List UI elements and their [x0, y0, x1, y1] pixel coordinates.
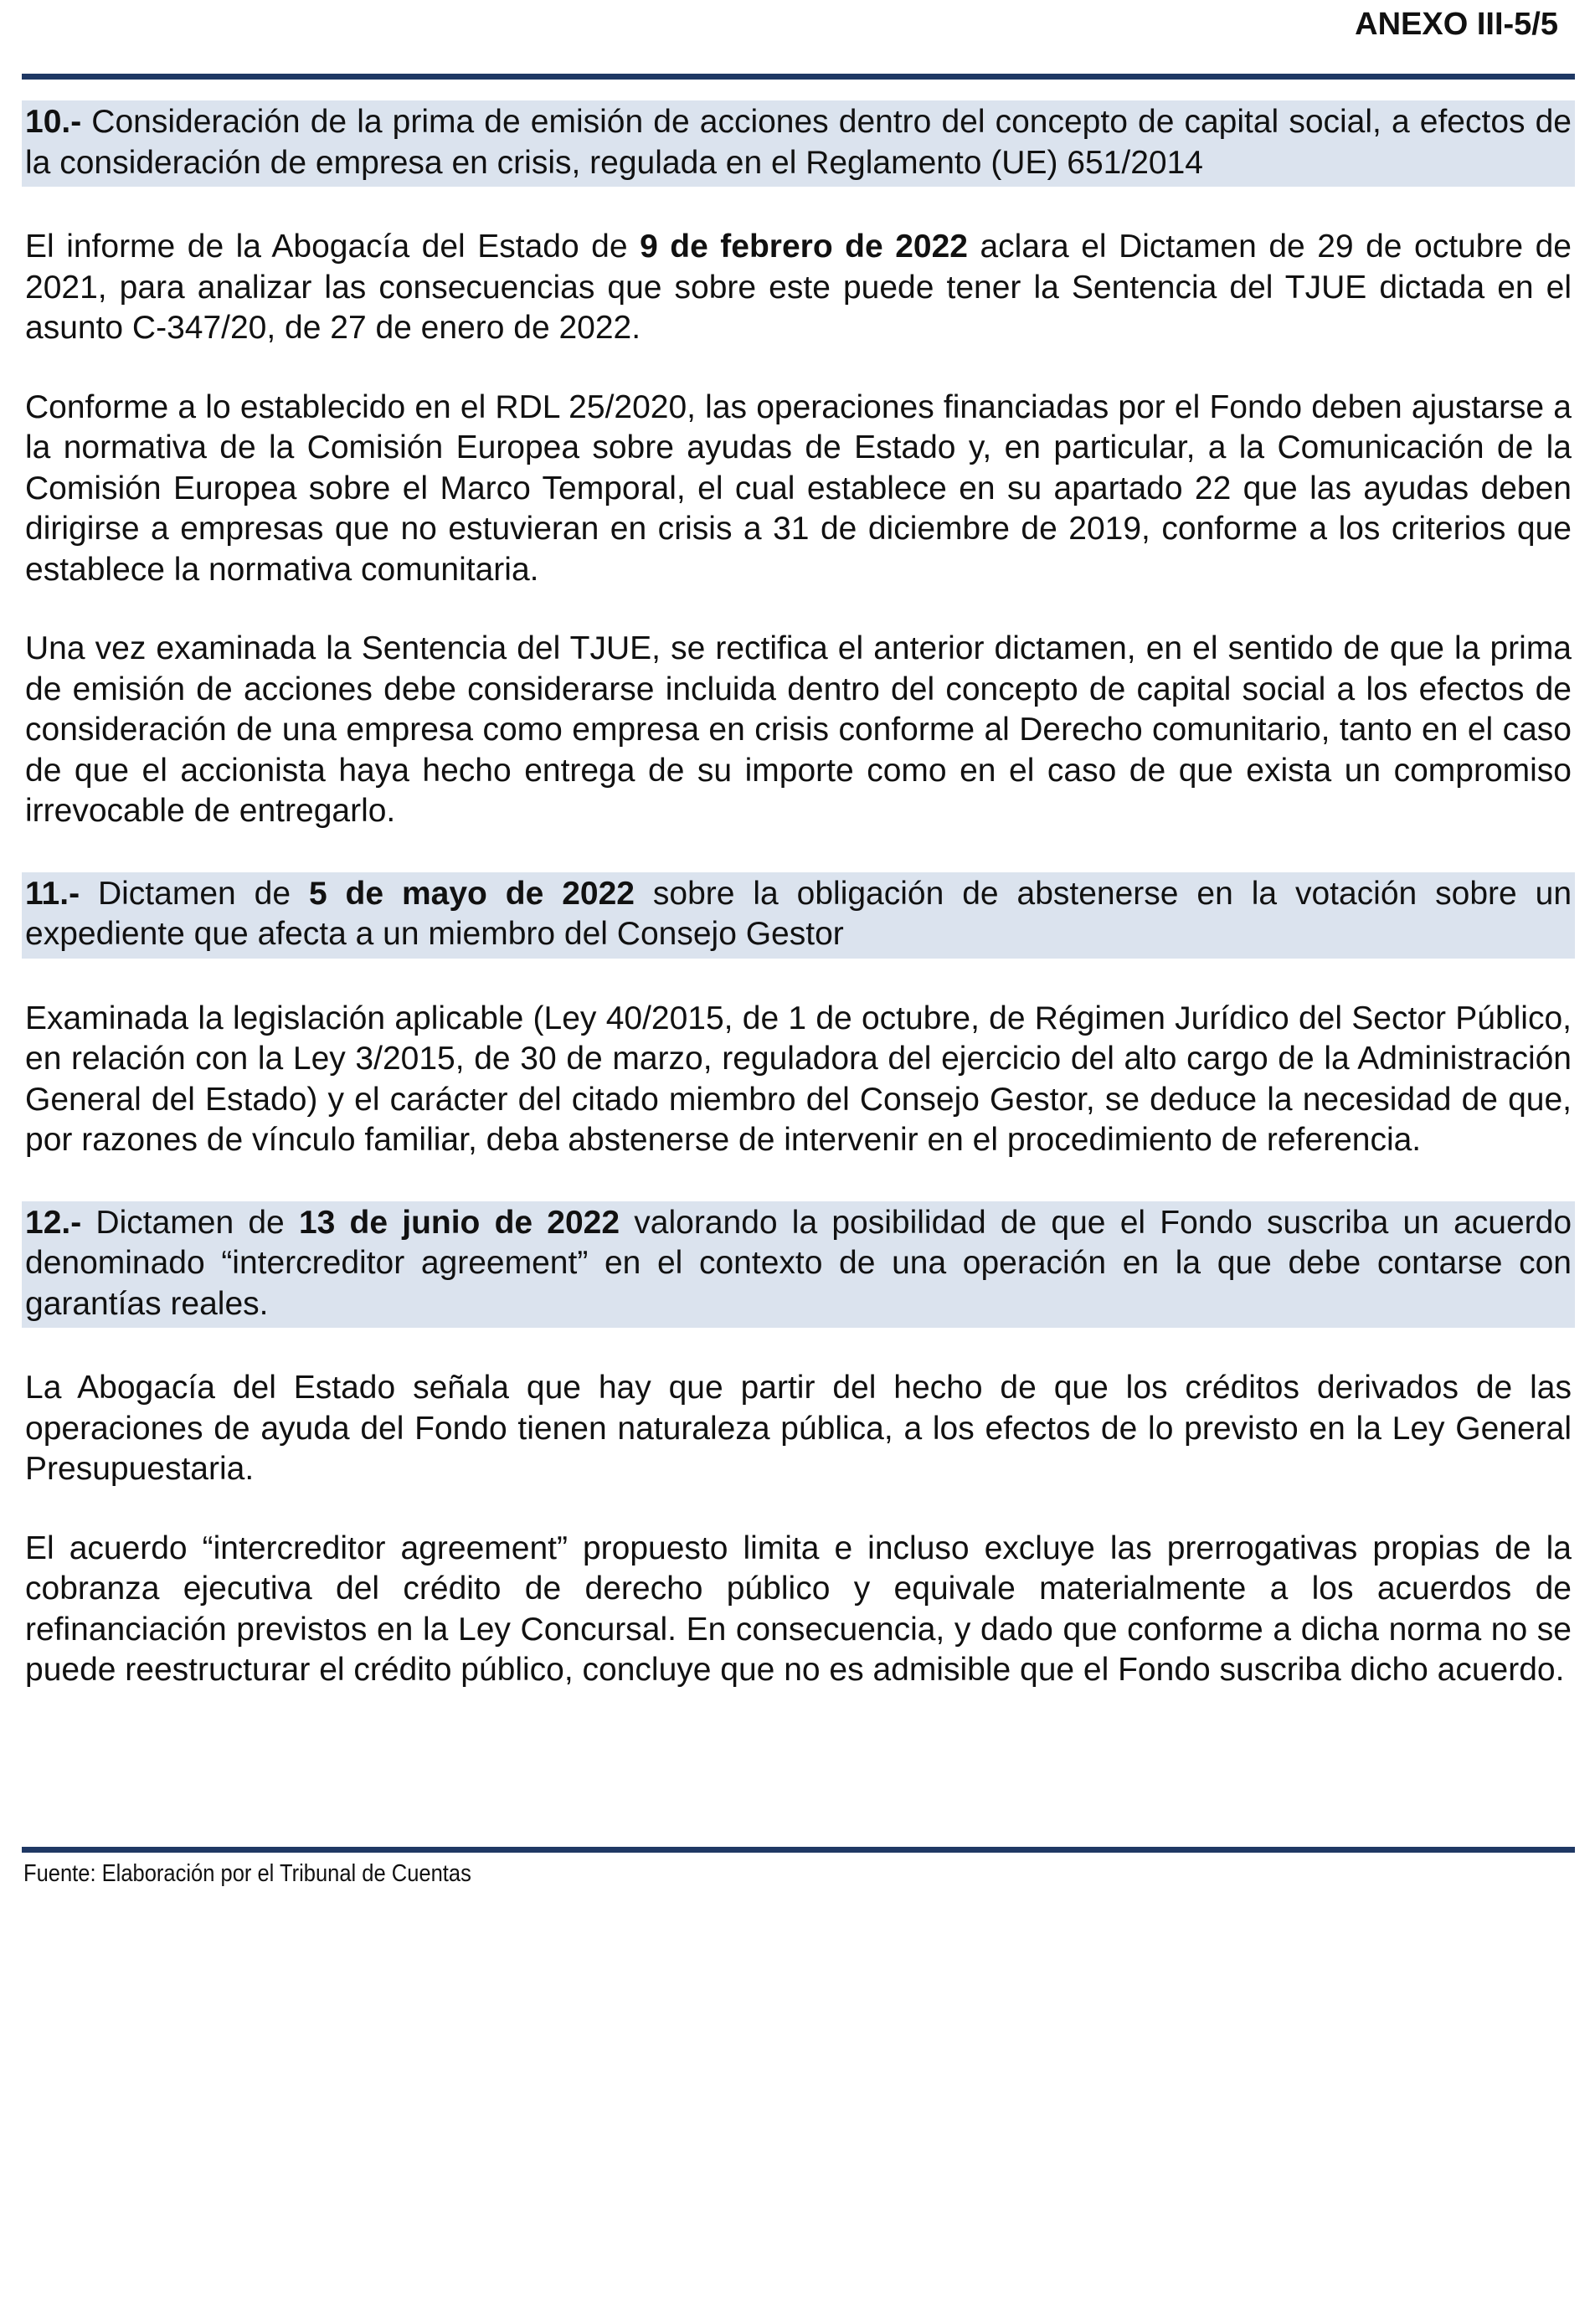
- section-10-paragraph-2: Conforme a lo establecido en el RDL 25/2020, las operaciones financiadas por el Fondo deben ajustarse a la normativa de la Comisión Europea sobre ayudas de Estado y, en particular, a la Comunicación de la Comisión Europea sobre el Marco Temporal, el cual establece en su apartado 22 que las ayudas deben dirigirse a empresas que no estuvieran en crisis a 31 de diciembre de 2019, conforme a los criterios que establece la normativa comunitaria.: [25, 388, 1572, 588]
- section-10-paragraph-1: [22, 227, 1575, 349]
- source-note: Fuente: Elaboración por el Tribunal de Cuentas: [23, 1860, 471, 1887]
- date-emphasis: 5 de mayo de 2022: [308, 875, 635, 912]
- paragraph-text: El informe de la Abogacía del Estado de: [25, 229, 641, 265]
- heading-text: sobre la obligación de abstenerse en la votación sobre un expediente que afecta a un miembro del Consejo Gestor: [25, 875, 1572, 952]
- annex-label: ANEXO III-5/5: [1355, 7, 1558, 42]
- section-10-title: Consideración de la prima de emisión de acciones dentro del concepto de capital social, a efectos de la consideración de empresa en crisis, regulada en el Reglamento (UE) 651/2014: [25, 104, 1572, 181]
- section-12-paragraph-1: La Abogacía del Estado señala que hay que partir del hecho de que los créditos derivados de las operaciones de ayuda del Fondo tienen naturaleza pública, a los efectos de lo previsto en la Ley General Presupuestaria.: [25, 1370, 1572, 1487]
- bottom-divider: [22, 1847, 1575, 1853]
- heading-text: Dictamen de: [81, 1204, 299, 1241]
- heading-text: valorando la posibilidad de que el Fondo suscriba un acuerdo denominado “intercreditor agreement” en el contexto de una operación en la que debe contarse con garantías reales.: [25, 1204, 1572, 1322]
- section-12-heading: [22, 1201, 1575, 1329]
- date-emphasis: 13 de junio de 2022: [298, 1204, 620, 1241]
- top-divider: [22, 74, 1575, 80]
- section-12-number: 12.-: [25, 1204, 82, 1241]
- document-body: [22, 100, 1575, 1691]
- section-12-paragraph-2: El acuerdo “intercreditor agreement” propuesto limita e incluso excluye las prerrogativas propias de la cobranza ejecutiva del crédito de derecho público y equivale materialmente a los acuerdos de refinanciación previstos en la Ley Concursal. En consecuencia, y dado que conforme a dicha norma no se puede reestructurar el crédito público, concluye que no es admisible que el Fondo suscriba dicho acuerdo.: [25, 1530, 1572, 1688]
- section-10-heading: [22, 100, 1575, 187]
- section-10-paragraph-3: Una vez examinada la Sentencia del TJUE, se rectifica el anterior dictamen, en el sentido de que la prima de emisión de acciones debe considerarse incluida dentro del concepto de capital social a los efectos de consideración de una empresa como empresa en crisis conforme al Derecho comunitario, tanto en el caso de que el accionista haya hecho entrega de su importe como en el caso de que exista un compromiso irrevocable de entregarlo.: [25, 630, 1572, 829]
- paragraph-text: aclara el Dictamen de 29 de octubre de 2021, para analizar las consecuencias que sobre este puede tener la Sentencia del TJUE dictada en el asunto C-347/20, de 27 de enero de 2022.: [25, 229, 1572, 346]
- section-11-paragraph-1: Examinada la legislación aplicable (Ley 40/2015, de 1 de octubre, de Régimen Jurídico del Sector Público, en relación con la Ley 3/2015, de 30 de marzo, reguladora del ejercicio del alto cargo de la Administración General del Estado) y el carácter del citado miembro del Consejo Gestor, se deduce la necesidad de que, por razones de vínculo familiar, deba abstenerse de intervenir en el procedimiento de referencia.: [25, 1000, 1572, 1158]
- section-11-number: 11.-: [25, 875, 80, 912]
- section-11-heading: [22, 872, 1575, 959]
- section-10-number: 10.-: [25, 104, 82, 140]
- heading-text: Dictamen de: [80, 875, 309, 912]
- date-emphasis: 9 de febrero de 2022: [640, 229, 968, 265]
